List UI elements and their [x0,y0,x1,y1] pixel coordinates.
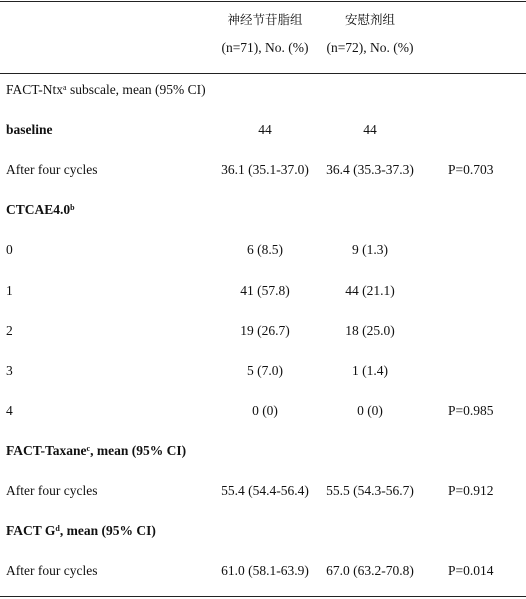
group1-value: 19 (26.7) [240,323,290,338]
row-label: After four cycles [6,483,98,498]
row-label-footnote: d [55,524,60,533]
row-label: After four cycles [6,563,98,578]
group1-value: 36.1 (35.1-37.0) [221,162,309,177]
group1-value: 61.0 (58.1-63.9) [221,563,309,578]
row-label [6,521,156,541]
group1-n-header: (n=71), No. (%) [221,40,309,55]
row-label: 0 [6,242,13,257]
group2-value: 1 (1.4) [352,363,388,378]
group2-value: 55.5 (54.3-56.7) [326,483,414,498]
group2-value: 36.4 (35.3-37.3) [326,162,414,177]
group2-value: 0 (0) [357,403,383,418]
group1-value: 55.4 (54.4-56.4) [221,483,309,498]
row-label-text: CTCAE4.0 [6,202,71,217]
header-divider-rule [0,73,526,74]
table-top-rule [0,1,526,2]
table-row [0,80,526,100]
group1-value: 5 (7.0) [247,363,283,378]
group1-value: 44 [258,122,272,137]
row-label-text: FACT G [6,523,56,538]
p-value: P=0.985 [448,403,494,418]
row-label [6,80,206,100]
table-row [0,561,526,581]
p-value: P=0.703 [448,162,494,177]
row-label [6,200,75,220]
table-row [0,401,526,421]
group2-value: 67.0 (63.2-70.8) [326,563,414,578]
group1-value: 6 (8.5) [247,242,283,257]
group2-value: 9 (1.3) [352,242,388,257]
p-value: P=0.014 [448,563,494,578]
row-label-text: FACT-Taxane [6,443,87,458]
group2-n-header: (n=72), No. (%) [326,40,414,55]
row-label-suffix: , mean (95% CI) [59,523,156,538]
table-row [0,200,526,220]
row-label: 4 [6,403,13,418]
group1-value: 41 (57.8) [240,283,290,298]
row-label-footnote: b [70,203,75,212]
row-label-text: FACT-Ntx [6,82,64,97]
group2-value: 18 (25.0) [345,323,395,338]
row-label [6,441,186,461]
table-row [0,481,526,501]
row-label-suffix: subscale, mean (95% CI) [66,82,206,97]
table-bottom-rule [0,596,526,597]
row-label: 3 [6,363,13,378]
table-row [0,441,526,461]
group1-name-header: 神经节苷脂组 [227,12,303,27]
table-row [0,361,526,381]
group2-value: 44 (21.1) [345,283,395,298]
table-row [0,521,526,541]
table-row [0,321,526,341]
table-row [0,240,526,260]
p-value: P=0.912 [448,483,494,498]
group1-value: 0 (0) [252,403,278,418]
row-label-suffix: , mean (95% CI) [90,443,187,458]
row-label-footnote: a [63,83,67,92]
row-label: baseline [6,122,53,137]
group2-name-header: 安慰剂组 [344,12,395,27]
row-label: 2 [6,323,13,338]
row-label: 1 [6,283,13,298]
table-row [0,120,526,140]
group2-value: 44 [363,122,377,137]
row-label: After four cycles [6,162,98,177]
table-row [0,160,526,180]
row-label-footnote: c [86,444,91,453]
table-row [0,281,526,301]
